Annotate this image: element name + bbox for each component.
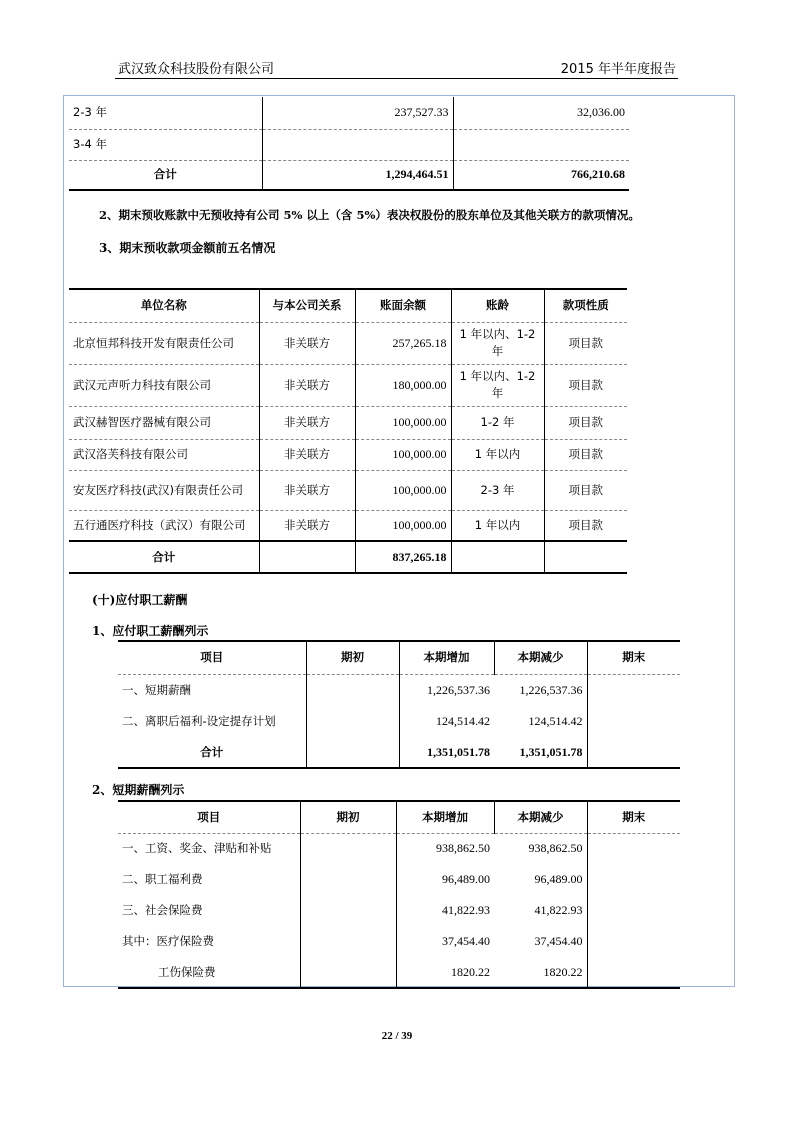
cell-item: 工伤保险费 <box>158 964 216 979</box>
col-header: 与本公司关系 <box>259 289 355 322</box>
cell-age: 2-3 年 <box>451 470 544 510</box>
table-row <box>118 833 680 864</box>
cell-age: 1 年以内、1-2 年 <box>451 322 544 364</box>
col-header: 项目 <box>118 801 300 833</box>
table-total-row <box>69 160 629 190</box>
payroll-total-dec: 1,351,051.78 <box>519 744 583 759</box>
cell-dec: 124,514.42 <box>528 714 583 728</box>
table-row <box>118 674 680 706</box>
table-row <box>118 957 680 988</box>
aging-end: 237,527.33 <box>262 97 453 129</box>
cell-begin <box>306 706 399 737</box>
aging-period: 3-4 年 <box>69 129 262 160</box>
cell-age: 1 年以内 <box>451 510 544 541</box>
table-row <box>118 706 680 737</box>
col-header: 单位名称 <box>69 289 259 322</box>
cell-inc: 1820.22 <box>396 957 494 988</box>
aging-table <box>69 97 629 191</box>
cell-relation: 非关联方 <box>259 439 355 470</box>
cell-dec: 1820.22 <box>543 964 583 979</box>
aging-total-begin: 766,210.68 <box>453 160 629 190</box>
cell-age: 1-2 年 <box>451 406 544 439</box>
section-10-sub1: 1、应付职工薪酬列示 <box>92 624 209 638</box>
aging-total-label: 合计 <box>153 167 177 182</box>
aging-end <box>262 129 453 160</box>
table-header-row <box>118 801 680 833</box>
cell-dec: 938,862.50 <box>528 841 583 856</box>
col-header: 本期增加 <box>399 641 494 674</box>
table-row <box>69 406 627 439</box>
table-row <box>118 926 680 957</box>
aging-begin: 32,036.00 <box>453 97 629 129</box>
table-row <box>69 470 627 510</box>
col-header: 账龄 <box>451 289 544 322</box>
table-row <box>69 439 627 470</box>
table-row <box>69 129 629 160</box>
cell-nature: 项目款 <box>544 364 627 406</box>
cell-amount: 100,000.00 <box>355 470 451 510</box>
top5-total-label: 合计 <box>152 549 176 564</box>
cell-name: 武汉元声听力科技有限公司 <box>69 364 259 406</box>
cell-relation: 非关联方 <box>259 470 355 510</box>
col-header: 期初 <box>306 641 399 674</box>
cell-relation: 非关联方 <box>259 364 355 406</box>
cell-name: 安友医疗科技(武汉)有限责任公司 <box>69 470 259 510</box>
section-10-title: (十)应付职工薪酬 <box>92 593 188 607</box>
cell-inc: 1,226,537.36 <box>399 674 494 706</box>
cell-age: 1 年以内、1-2 年 <box>451 364 544 406</box>
section-10-sub2: 2、短期薪酬列示 <box>92 783 185 797</box>
cell-item: 其中：医疗保险费 <box>122 934 214 948</box>
cell-nature: 项目款 <box>544 510 627 541</box>
cell-end <box>587 706 680 737</box>
col-header: 本期减少 <box>494 641 587 674</box>
payroll-total-inc: 1,351,051.78 <box>399 737 494 768</box>
col-header: 期初 <box>300 801 396 833</box>
cell-begin <box>306 674 399 706</box>
cell-dec: 37,454.40 <box>534 934 583 948</box>
cell-item: 一、短期薪酬 <box>122 682 191 697</box>
cell-amount: 180,000.00 <box>355 364 451 406</box>
cell-inc: 41,822.93 <box>396 895 494 926</box>
cell-end <box>587 674 680 706</box>
cell-name: 武汉洛芙科技有限公司 <box>69 439 259 470</box>
cell-amount: 257,265.18 <box>355 322 451 364</box>
table-total-row <box>69 541 627 573</box>
col-header: 本期减少 <box>494 801 587 833</box>
col-header: 本期增加 <box>396 801 494 833</box>
table-row <box>69 97 629 129</box>
cell-relation: 非关联方 <box>259 510 355 541</box>
cell-amount: 100,000.00 <box>355 439 451 470</box>
cell-item: 一、工资、奖金、津贴和补贴 <box>122 841 272 856</box>
cell-item: 二、职工福利费 <box>122 872 203 886</box>
cell-amount: 100,000.00 <box>355 510 451 541</box>
table-row <box>118 895 680 926</box>
cell-item: 二、离职后福利-设定提存计划 <box>122 714 276 728</box>
table-row <box>69 510 627 541</box>
cell-nature: 项目款 <box>544 322 627 364</box>
col-header: 期末 <box>587 801 680 833</box>
cell-dec: 41,822.93 <box>534 903 583 917</box>
cell-relation: 非关联方 <box>259 322 355 364</box>
top5-total-amount: 837,265.18 <box>355 541 451 573</box>
table-row <box>118 864 680 895</box>
aging-period: 2-3 年 <box>69 97 262 129</box>
cell-relation: 非关联方 <box>259 406 355 439</box>
cell-dec: 96,489.00 <box>534 872 583 886</box>
cell-nature: 项目款 <box>544 470 627 510</box>
table-header-row <box>69 289 627 322</box>
cell-nature: 项目款 <box>544 439 627 470</box>
cell-inc: 96,489.00 <box>396 864 494 895</box>
cell-inc: 37,454.40 <box>396 926 494 957</box>
aging-begin <box>453 129 629 160</box>
cell-age: 1 年以内 <box>451 439 544 470</box>
table-row <box>69 322 627 364</box>
cell-dec: 1,226,537.36 <box>519 682 583 697</box>
table-total-row <box>118 737 680 768</box>
cell-amount: 100,000.00 <box>355 406 451 439</box>
header-divider <box>115 78 678 79</box>
col-header: 款项性质 <box>544 289 627 322</box>
header-report-title: 2015 年半年度报告 <box>560 62 676 77</box>
cell-inc: 124,514.42 <box>399 706 494 737</box>
page-number: 22 / 39 <box>381 1030 413 1042</box>
table-row <box>69 364 627 406</box>
cell-inc: 938,862.50 <box>396 833 494 864</box>
payroll-total-label: 合计 <box>200 744 224 759</box>
col-header: 期末 <box>587 641 680 674</box>
col-header: 项目 <box>118 641 306 674</box>
payroll-summary-table <box>118 640 680 769</box>
top5-table <box>69 288 627 574</box>
cell-name: 五行通医疗科技（武汉）有限公司 <box>73 517 246 532</box>
short-term-pay-table <box>118 800 680 989</box>
header-company: 武汉致众科技股份有限公司 <box>118 62 275 77</box>
cell-name: 北京恒邦科技开发有限责任公司 <box>69 322 259 364</box>
cell-item: 三、社会保险费 <box>122 903 203 917</box>
cell-name: 武汉赫智医疗器械有限公司 <box>69 406 259 439</box>
col-header: 账面余额 <box>355 289 451 322</box>
note-3: 3、期末预收款项金额前五名情况 <box>99 241 276 255</box>
aging-total-end: 1,294,464.51 <box>262 160 453 190</box>
cell-nature: 项目款 <box>544 406 627 439</box>
table-header-row <box>118 641 680 674</box>
note-2: 2、期末预收账款中无预收持有公司 5% 以上（含 5%）表决权股份的股东单位及其他关联方的款项情况。 <box>99 208 640 222</box>
